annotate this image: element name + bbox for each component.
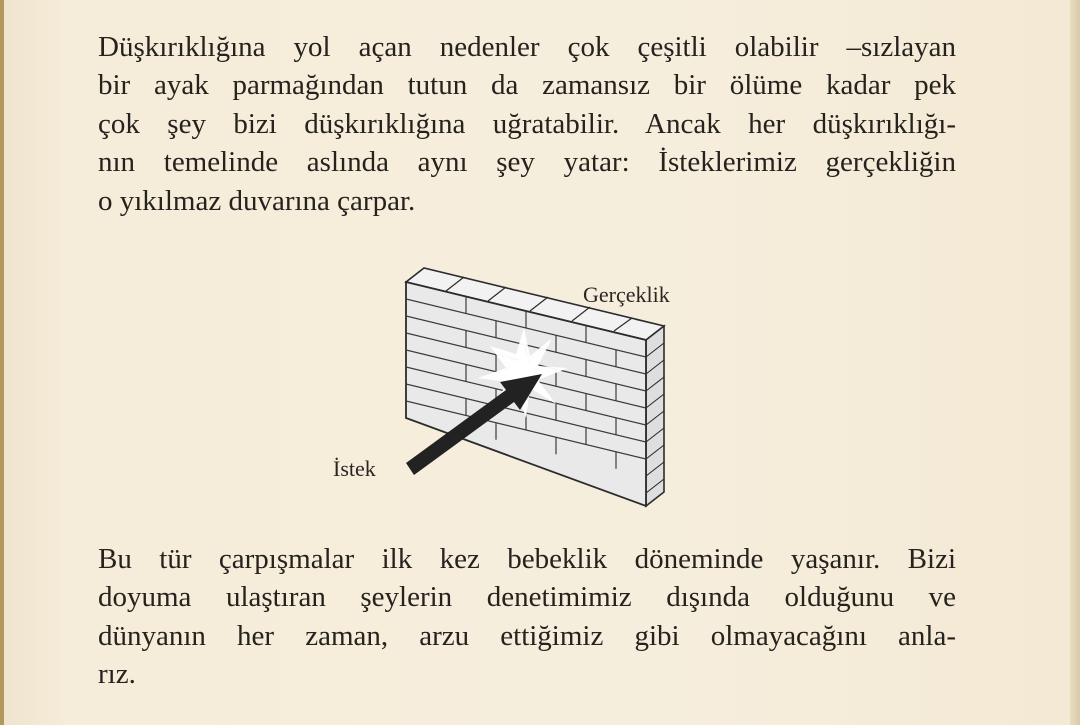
page-binding-edge [0,0,4,725]
text-line: Bu tür çarpışmalar ilk kez bebeklik döneminde yaşanır. Bizi [98,543,956,575]
text-line: o yıkılmaz duvarına çarpar. [98,184,416,217]
text-line: bir ayak parmağından tutun da zamansız bir ölüme kadar pek [98,69,956,102]
label-reality: Gerçeklik [583,282,670,307]
paragraph-infancy-collisions [98,540,956,694]
text-line: çok şey bizi düşkırıklığına uğratabilir. Ancak her düşkırıklığı- [98,107,956,140]
text-line: rız. [98,658,136,691]
text-line: nın temelinde aslında aynı şey yatar: İsteklerimiz gerçekliğin [98,146,956,179]
paragraph-frustration-causes [98,28,956,220]
figure-desire-hits-reality-wall [320,258,720,508]
text-line: dünyanın her zaman, arzu ettiğimiz gibi olmayacağını anla- [98,619,956,652]
page-right-edge [1070,0,1080,725]
text-line: Düşkırıklığına yol açan nedenler çok çeşitli olabilir –sızlayan [98,31,956,63]
text-line: doyuma ulaştıran şeylerin denetimimiz dışında olduğunu ve [98,581,956,614]
label-desire: İstek [333,456,376,481]
